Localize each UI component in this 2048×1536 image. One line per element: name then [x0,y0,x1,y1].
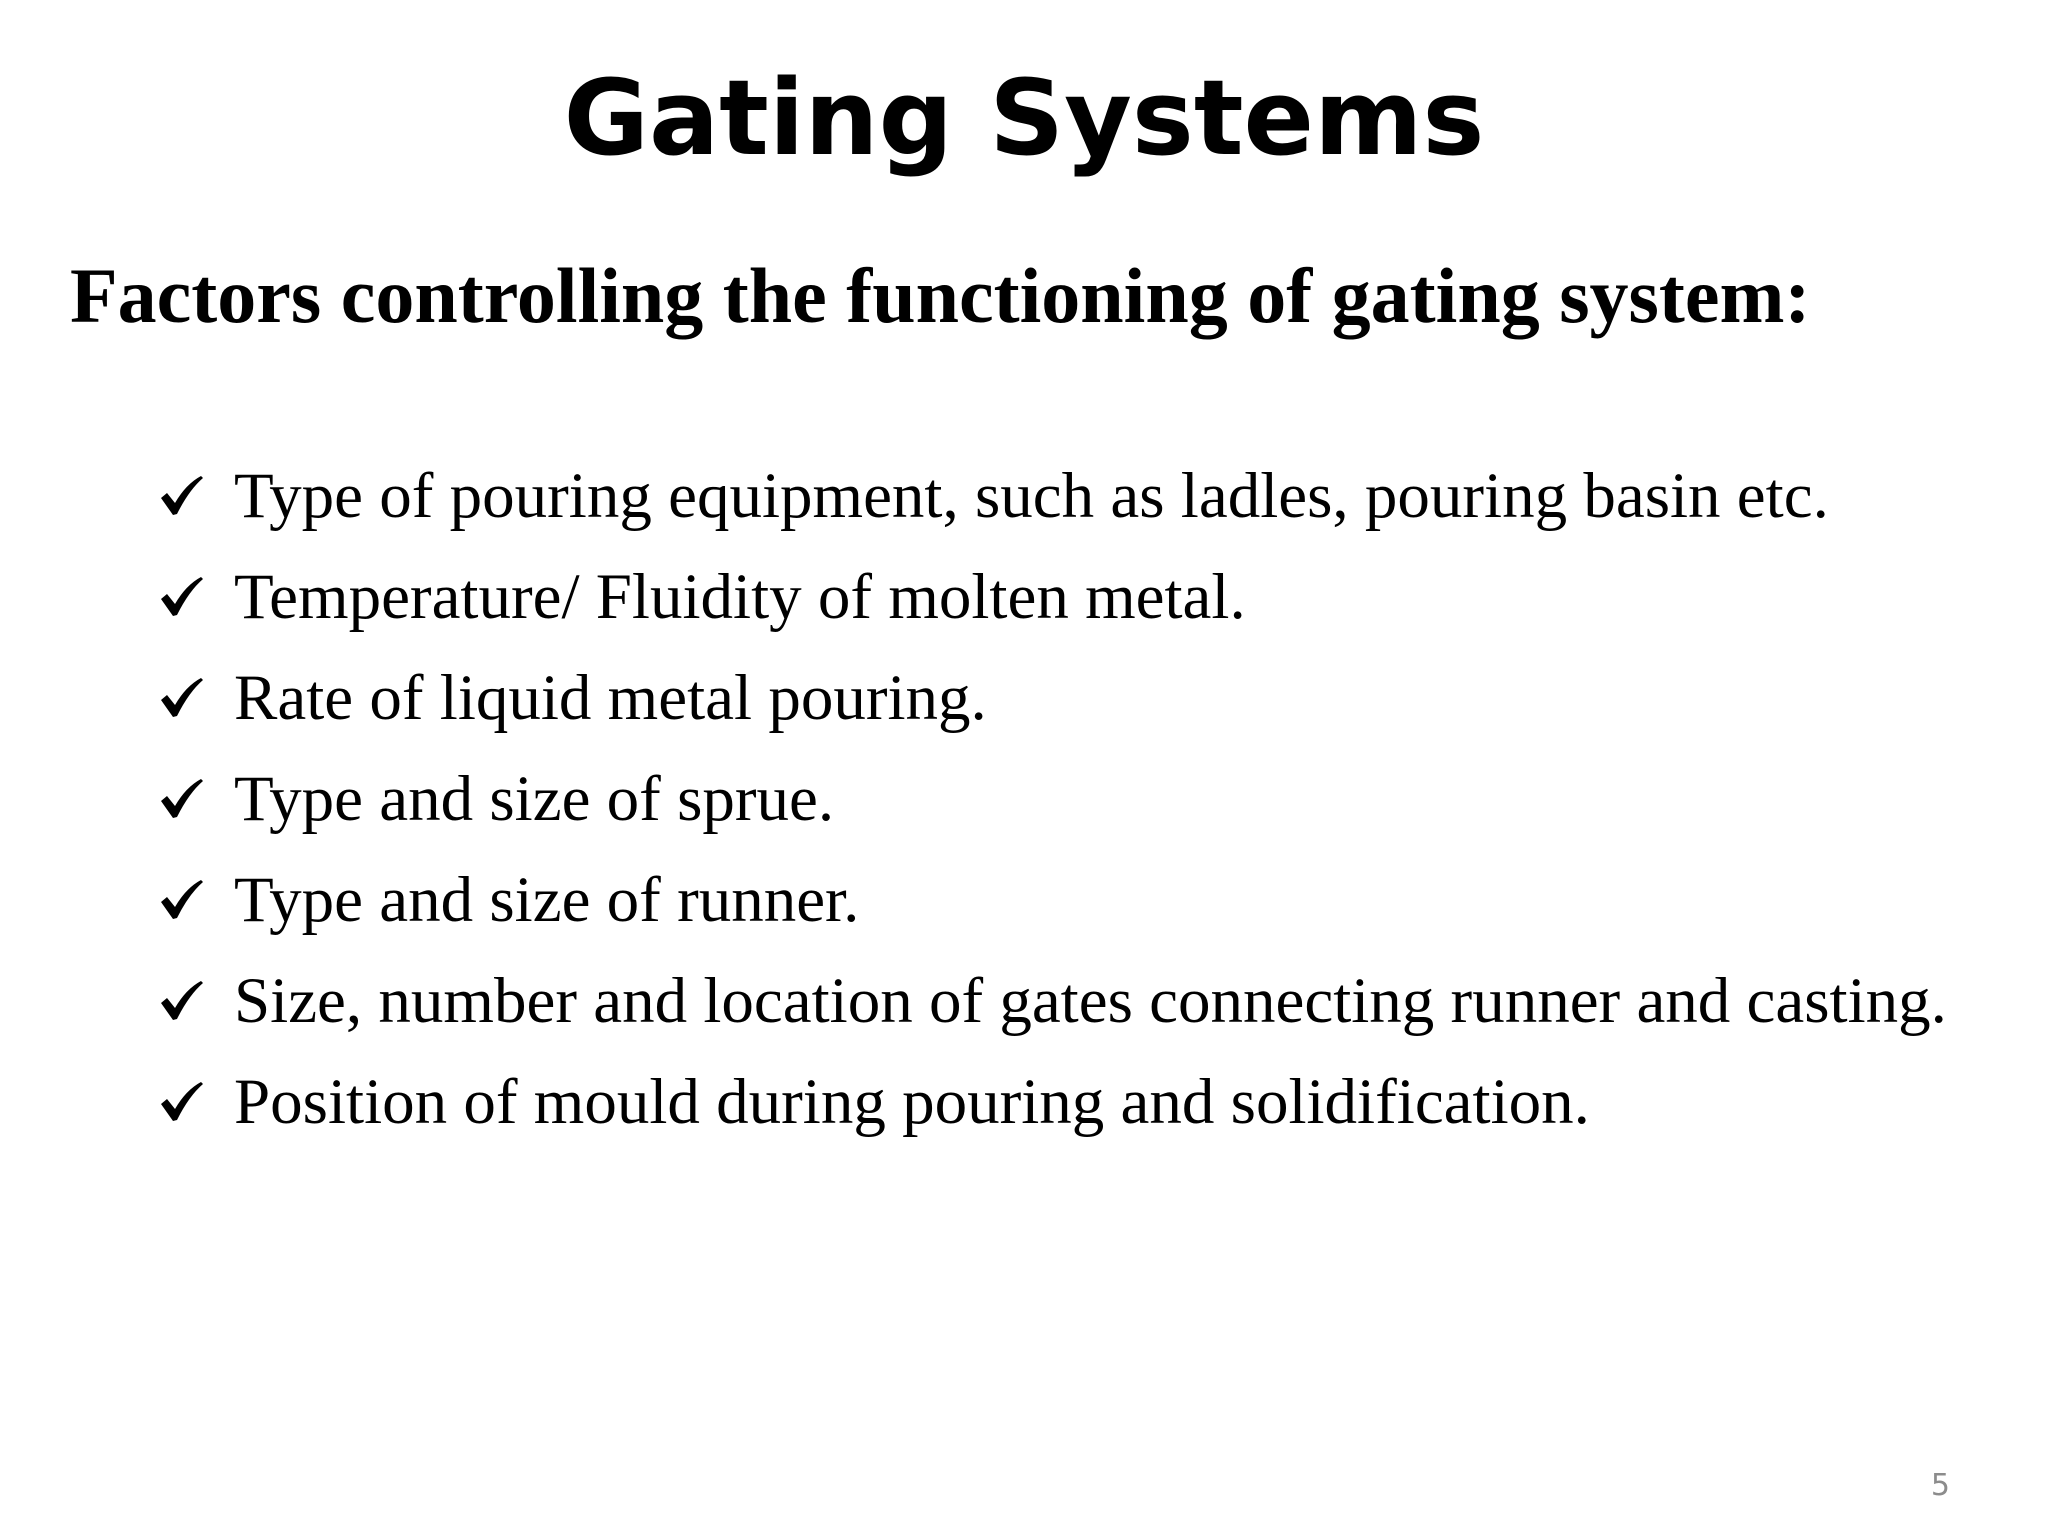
checkmark-icon [158,676,204,720]
bullet-text: Size, number and location of gates connecting runner and casting. [234,965,1947,1037]
bullet-item [158,1064,1952,1140]
checkmark-icon [158,474,204,518]
bullet-text: Temperature/ Fluidity of molten metal. [234,561,1246,633]
page-number: 5 [1930,1468,1950,1503]
checkmark-icon [158,979,204,1023]
checkmark-icon [158,1080,204,1124]
bullet-item [158,458,1952,534]
bullet-item [158,559,1952,635]
slide-subtitle: Factors controlling the functioning of gating system: [70,252,1811,339]
bullet-item [158,862,1952,938]
bullet-text: Position of mould during pouring and solidification. [234,1066,1590,1138]
bullet-item [158,963,1952,1039]
bullet-text: Type and size of sprue. [234,763,835,835]
bullet-text: Type and size of runner. [234,864,860,936]
bullet-item [158,660,1952,736]
bullet-item [158,761,1952,837]
checkmark-icon [158,878,204,922]
checkmark-icon [158,575,204,619]
bullet-text: Type of pouring equipment, such as ladles, pouring basin etc. [234,460,1829,532]
slide-title: Gating Systems [563,57,1485,179]
bullet-list [158,458,1952,1165]
checkmark-icon [158,777,204,821]
bullet-text: Rate of liquid metal pouring. [234,662,987,734]
